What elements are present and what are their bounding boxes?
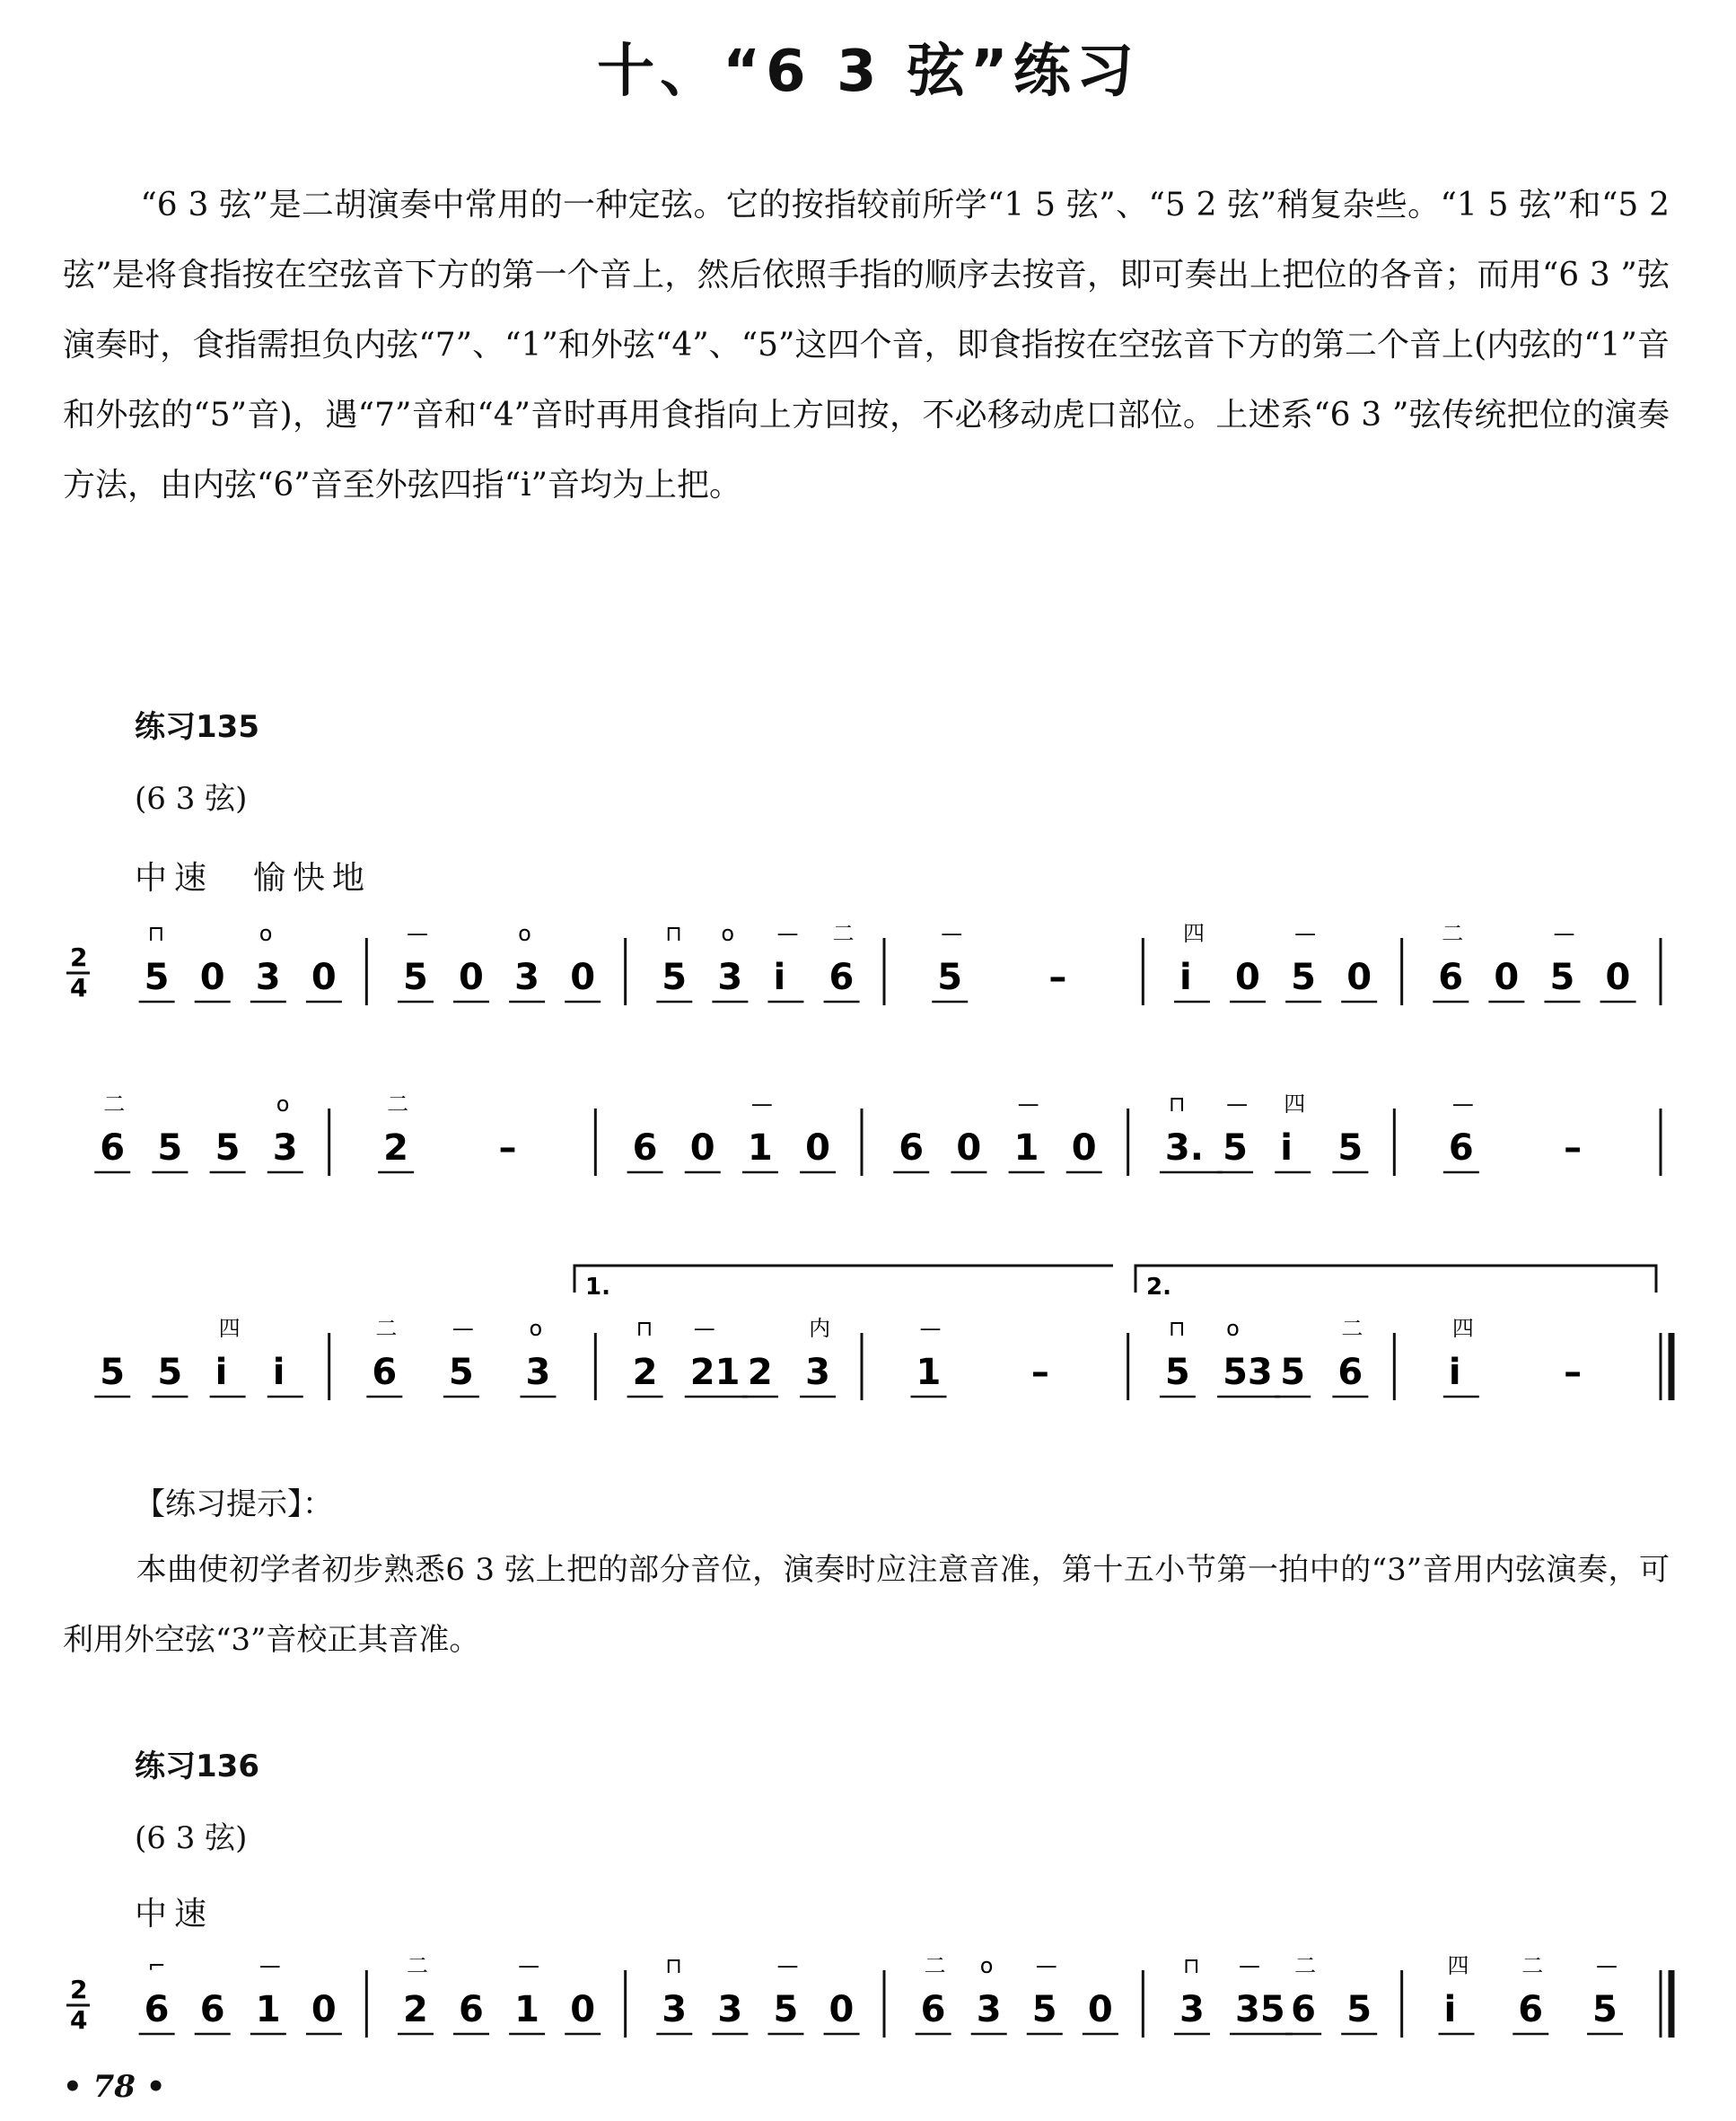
note: 5 [1337, 1127, 1363, 1169]
note: i [1280, 1127, 1293, 1169]
note: 2 [402, 1989, 428, 2030]
note: – [1048, 957, 1067, 998]
hint-text: 本曲使初学者初步熟悉6 3 弦上把的部分音位，演奏时应注意音准，第十五小节第一拍中的“3”音用内弦演奏，可利用外空弦“3”音校正其音准。 [63, 1552, 1670, 1658]
volta-bracket-1 [574, 1266, 1113, 1293]
fingering-mark: ⊓ [665, 921, 683, 946]
note: 6 [920, 1989, 946, 2030]
page-title: 十、“6 3 弦”练习 [597, 39, 1139, 105]
note: – [1564, 1352, 1583, 1393]
note: 0 [829, 1989, 855, 2030]
exercise-136-tuning: (6 3 弦) [135, 1820, 248, 1856]
fingering-mark: — [941, 921, 963, 946]
note: 1 [514, 1989, 539, 2030]
note: 3 [1179, 1989, 1205, 2030]
note: 5 [215, 1127, 241, 1169]
note: 5 [157, 1352, 183, 1393]
note: 6 [100, 1127, 126, 1169]
note: 0 [956, 1127, 982, 1169]
volta-label-2: 2. [1146, 1274, 1171, 1301]
hint-paragraph [63, 1535, 1670, 1675]
fingering-mark: o [721, 921, 735, 946]
fingering-mark: o [259, 921, 273, 946]
page-number: • 78 • [63, 2069, 166, 2105]
fingering-mark: o [979, 1953, 994, 1978]
fingering-mark: 四 [218, 1316, 241, 1341]
fingering-mark: 四 [1182, 921, 1205, 946]
note: 1 [747, 1127, 773, 1169]
note: 2 [383, 1127, 409, 1169]
fingering-mark: 二 [1521, 1953, 1544, 1978]
fingering-mark: — [693, 1316, 715, 1341]
volta-label-1: 1. [585, 1274, 610, 1301]
note: 3 [805, 1352, 830, 1393]
fingering-mark: 二 [1341, 1316, 1363, 1341]
note: 5 [1346, 1989, 1372, 2030]
fingering-mark: — [776, 1953, 799, 1978]
note: 6 [459, 1989, 484, 2030]
note: 0 [570, 957, 596, 998]
note: i [272, 1352, 285, 1393]
fingering-mark: 二 [1294, 1953, 1317, 1978]
fingering-mark: 内 [809, 1316, 831, 1341]
note: 6 [1337, 1352, 1363, 1393]
note: 5 [1223, 1127, 1248, 1169]
note: 6 [899, 1127, 925, 1169]
note: i [773, 957, 786, 998]
note: 5 [100, 1352, 126, 1393]
fingering-mark: ⊓ [1182, 1953, 1200, 1978]
note: 0 [1071, 1127, 1097, 1169]
note: 5 [773, 1989, 799, 2030]
note: 6 [1518, 1989, 1544, 2030]
note: 0 [1605, 957, 1631, 998]
exercise-136-label: 练习136 [135, 1749, 259, 1784]
note: 5 [662, 957, 688, 998]
fingering-mark: o [518, 921, 531, 946]
note: 0 [459, 957, 484, 998]
note: 0 [1346, 957, 1372, 998]
fingering-mark: — [1451, 1091, 1474, 1117]
note: 1 [255, 1989, 281, 2030]
exercise-135-tempo: 中速 愉快地 [135, 860, 373, 897]
fingering-mark: — [776, 921, 799, 946]
volta-bracket-2 [1135, 1266, 1656, 1293]
note: 3 [662, 1989, 688, 2030]
intro-paragraph [63, 171, 1670, 521]
note: 0 [1087, 1989, 1113, 2030]
note: 2 [747, 1352, 773, 1393]
fingering-mark: o [276, 1091, 290, 1117]
fingering-mark: — [518, 1953, 540, 1978]
note: 6 [144, 1989, 170, 2030]
note: 5 [1549, 957, 1575, 998]
note: 6 [199, 1989, 225, 2030]
note: 3 [525, 1352, 551, 1393]
fingering-mark: — [1035, 1953, 1057, 1978]
exercise-136-tempo: 中速 [135, 1896, 215, 1933]
fingering-mark: — [406, 921, 428, 946]
exercise-135-notation [0, 907, 1736, 1463]
fingering-mark: — [1239, 1953, 1261, 1978]
note: 5 [937, 957, 963, 998]
note: 1 [1013, 1127, 1039, 1169]
fingering-mark: ⊓ [1168, 1316, 1186, 1341]
note: 21 [689, 1352, 741, 1393]
note: – [498, 1127, 517, 1169]
fingering-mark: — [1294, 921, 1317, 946]
fingering-mark: ⊓ [1168, 1091, 1186, 1117]
fingering-mark: 四 [1284, 1091, 1306, 1117]
note: 6 [372, 1352, 398, 1393]
fingering-mark: — [1226, 1091, 1249, 1117]
fingering-mark: — [1596, 1953, 1618, 1978]
note: – [1564, 1127, 1583, 1169]
fingering-mark: 二 [387, 1091, 409, 1117]
note: 6 [1448, 1127, 1474, 1169]
exercise-136-notation [0, 1939, 1736, 2100]
note: 3 [514, 957, 539, 998]
fingering-mark: ⊓ [147, 921, 165, 946]
note: 0 [1494, 957, 1520, 998]
note: 5 [448, 1352, 474, 1393]
note: 5 [1291, 957, 1316, 998]
note: i [215, 1352, 228, 1393]
note: 0 [805, 1127, 830, 1169]
note: 53 [1223, 1352, 1273, 1393]
fingering-mark: 二 [103, 1091, 126, 1117]
fingering-mark: — [1017, 1091, 1039, 1117]
fingering-mark: 四 [1447, 1953, 1469, 1978]
note: 6 [1438, 957, 1464, 998]
fingering-mark: 二 [406, 1953, 428, 1978]
note: 0 [199, 957, 225, 998]
fingering-mark: 二 [924, 1953, 946, 1978]
note: 6 [829, 957, 855, 998]
ex135-time-sig-top: 2 [70, 942, 88, 972]
note: 5 [1280, 1352, 1306, 1393]
note: 6 [1291, 1989, 1316, 2030]
note: 35 [1235, 1989, 1285, 2030]
note: 5 [1592, 1989, 1618, 2030]
exercise-135-label: 练习135 [135, 709, 259, 745]
note: 0 [689, 1127, 715, 1169]
note: 0 [1235, 957, 1260, 998]
note: 1 [916, 1352, 942, 1393]
note: i [1448, 1352, 1461, 1393]
fingering-mark: — [1553, 921, 1575, 946]
note: i [1443, 1989, 1457, 2030]
intro-text: “6 3 弦”是二胡演奏中常用的一种定弦。它的按指较前所学“1 5 弦”、“5 2 弦”稍复杂些。“1 5 弦”和“5 2 弦”是将食指按在空弦音下方的第一个音上，然后依照手指的顺序去按音，即可奏出上把位的各音；而用“6 3 ”弦演奏时，食指需担负内弦“7”、“1”和外弦“4”、“5”这四个音，即食指按在空弦音下方的第二个音上(内弦的“1”音和外弦的“5”音)，遇“7”音和“4”音时再用食指向上方回按，不必移动虎口部位。上述系“6 3 ”弦传统把位的演奏方法，由内弦“6”音至外弦四指“i”音均为上把。 [63, 187, 1670, 504]
exercise-135-tuning: (6 3 弦) [135, 781, 248, 817]
fingering-mark: — [750, 1091, 773, 1117]
note: i [1179, 957, 1192, 998]
note: 5 [1164, 1352, 1190, 1393]
fingering-mark: o [1226, 1316, 1240, 1341]
fingering-mark: 二 [375, 1316, 398, 1341]
note: 6 [632, 1127, 658, 1169]
note: 3 [272, 1127, 298, 1169]
note: 3 [717, 957, 743, 998]
fingering-mark: ⊓ [636, 1316, 653, 1341]
note: 2 [632, 1352, 658, 1393]
note: 0 [311, 957, 337, 998]
note: 5 [1031, 1989, 1057, 2030]
ex136-time-sig-top: 2 [70, 1975, 88, 2004]
fingering-mark: 二 [1442, 921, 1464, 946]
note: 5 [157, 1127, 183, 1169]
fingering-mark: — [452, 1316, 474, 1341]
note: 3 [255, 957, 281, 998]
note: 5 [144, 957, 170, 998]
note: 0 [311, 1989, 337, 2030]
note: 3 [717, 1989, 743, 2030]
fingering-mark: ⊓ [665, 1953, 683, 1978]
fingering-mark: 二 [832, 921, 855, 946]
note: 3. [1164, 1127, 1204, 1169]
fingering-mark: o [529, 1316, 543, 1341]
note: 3 [976, 1989, 1002, 2030]
ex135-time-sig-bottom: 4 [70, 973, 88, 1003]
note: – [1030, 1352, 1049, 1393]
note: 5 [402, 957, 428, 998]
ex136-time-sig-bottom: 4 [70, 2005, 88, 2035]
fingering-mark: — [259, 1953, 281, 1978]
fingering-mark: 四 [1451, 1316, 1474, 1341]
note: 0 [570, 1989, 596, 2030]
fingering-mark: ⌐ [147, 1953, 166, 1978]
hint-title: 【练习提示】： [135, 1486, 333, 1522]
fingering-mark: — [919, 1316, 942, 1341]
